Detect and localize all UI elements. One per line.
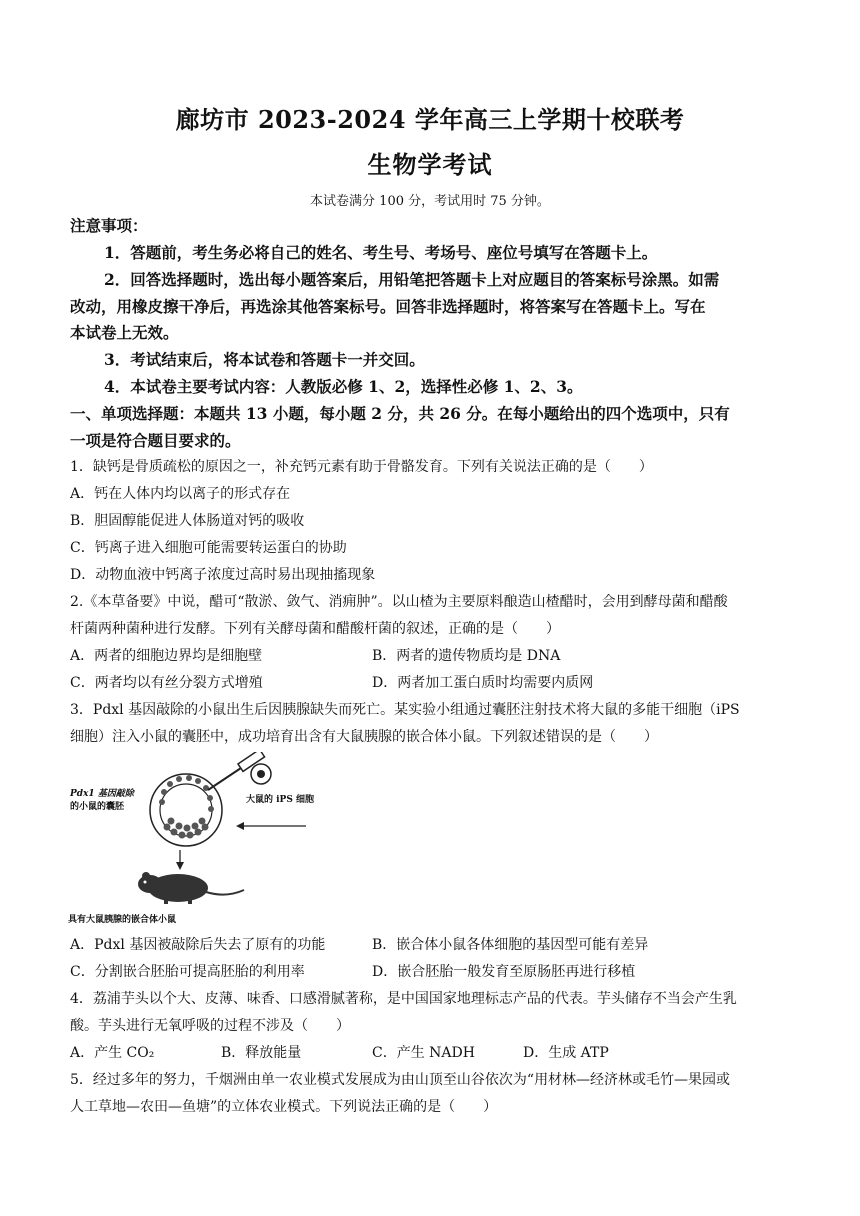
q3-options-row-1 [70,935,800,955]
q2-option-d: D．两者加工蛋白质时均需要内质网 [372,675,594,691]
notice-item-2-line-1: 2．回答选择题时，选出每小题答案后，用铅笔把答题卡上对应题目的答案标号涂黑。如需 [104,270,720,289]
q1-option-a: A．钙在人体内均以离子的形式存在 [70,486,291,502]
notice-item-2-line-3: 本试卷上无效。 [70,323,179,342]
q1-option-c: C．钙离子进入细胞可能需要转运蛋白的协助 [70,540,347,556]
ips-cell-icon [251,764,271,784]
section-1-heading-line-1: 一、单项选择题：本题共 13 小题，每小题 2 分，共 26 分。在每小题给出的四个选项中，只有 [70,404,730,423]
exam-subtitle: 生物学考试 [367,150,493,179]
q4-stem-line-1: 4．荔浦芋头以个大、皮薄、味香、口感滑腻著称，是中国国家地理标志产品的代表。芋头储存不当会产生乳 [70,991,737,1007]
q4-option-c: C．产生 NADH [372,1045,475,1061]
q2-stem-line-1: 2.《本草备要》中说，醋可“散淤、敛气、消痈肿”。以山楂为主要原料酿造山楂醋时，会用到酵母菌和醋酸 [70,594,728,610]
q2-options-row-2 [70,673,800,693]
q2-option-a: A．两者的细胞边界均是细胞壁 [70,648,263,664]
q3-figure-chimera-diagram [66,752,336,928]
q3-stem-line-1: 3．Pdxl 基因敲除的小鼠出生后因胰腺缺失而死亡。某实验小组通过囊胚注射技术将大鼠的多能干细胞（iPS [70,702,740,718]
q2-stem-line-2: 杆菌两种菌种进行发酵。下列有关酵母菌和醋酸杆菌的叙述，正确的是（ ） [70,621,560,637]
q2-option-b: B．两者的遗传物质均是 DNA [372,648,561,664]
q1-option-d: D．动物血液中钙离子浓度过高时易出现抽搐现象 [70,567,376,583]
q1-option-b: B．胆固醇能促进人体肠道对钙的吸收 [70,513,305,529]
q4-option-d: D．生成 ATP [523,1045,609,1061]
q3-option-c: C．分割嵌合胚胎可提高胚胎的利用率 [70,964,305,980]
q2-options-row-1 [70,646,800,666]
q4-option-b: B．释放能量 [221,1045,302,1061]
notice-item-3: 3．考试结束后，将本试卷和答题卡一并交回。 [104,350,425,369]
q5-stem-line-1: 5．经过多年的努力，千烟洲由单一农业模式发展成为由山顶至山谷依次为“用材林—经济林或毛竹—果园或 [70,1072,731,1088]
notice-item-4: 4．本试卷主要考试内容：人教版必修 1、2，选择性必修 1、2、3。 [104,377,583,396]
q3-option-b: B．嵌合体小鼠各体细胞的基因型可能有差异 [372,937,649,953]
section-1-heading-line-2: 一项是符合题目要求的。 [70,431,241,450]
notice-heading: 注意事项： [70,216,148,235]
q1-stem: 1．缺钙是骨质疏松的原因之一，补充钙元素有助于骨骼发育。下列有关说法正确的是（ ） [70,459,653,475]
q3-option-d: D．嵌合胚胎一般发育至原肠胚再进行移植 [372,964,636,980]
figure-label-right: 大鼠的 iPS 细胞 [246,795,314,805]
q3-stem-line-2: 细胞）注入小鼠的囊胚中，成功培育出含有大鼠胰腺的嵌合体小鼠。下列叙述错误的是（ ） [70,729,658,745]
q4-option-a: A．产生 CO₂ [70,1045,155,1061]
mouse-icon [138,872,244,904]
figure-label-bottom: 具有大鼠胰腺的嵌合体小鼠 [68,915,177,925]
q2-option-c: C．两者均以有丝分裂方式增殖 [70,675,263,691]
notice-item-2-line-2: 改动，用橡皮擦干净后，再选涂其他答案标号。回答非选择题时，将答案写在答题卡上。写在 [70,297,706,316]
exam-note: 本试卷满分 100 分，考试用时 75 分钟。 [310,194,550,209]
q5-stem-line-2: 人工草地—农田—鱼塘”的立体农业模式。下列说法正确的是（ ） [70,1099,498,1115]
blastocyst-diagram [150,774,222,846]
notice-item-1: 1．答题前，考生务必将自己的姓名、考生号、考场号、座位号填写在答题卡上。 [104,243,658,262]
q4-stem-line-2: 酸。芋头进行无氧呼吸的过程不涉及（ ） [70,1018,350,1034]
q3-options-row-2 [70,962,800,982]
figure-label-left-1: Pdx1 基因敲除 [70,789,134,799]
figure-label-left-2: 的小鼠的囊胚 [70,802,125,812]
exam-title: 廊坊市 2023-2024 学年高三上学期十校联考 [175,105,685,134]
q3-option-a: A．Pdxl 基因被敲除后失去了原有的功能 [70,937,326,953]
